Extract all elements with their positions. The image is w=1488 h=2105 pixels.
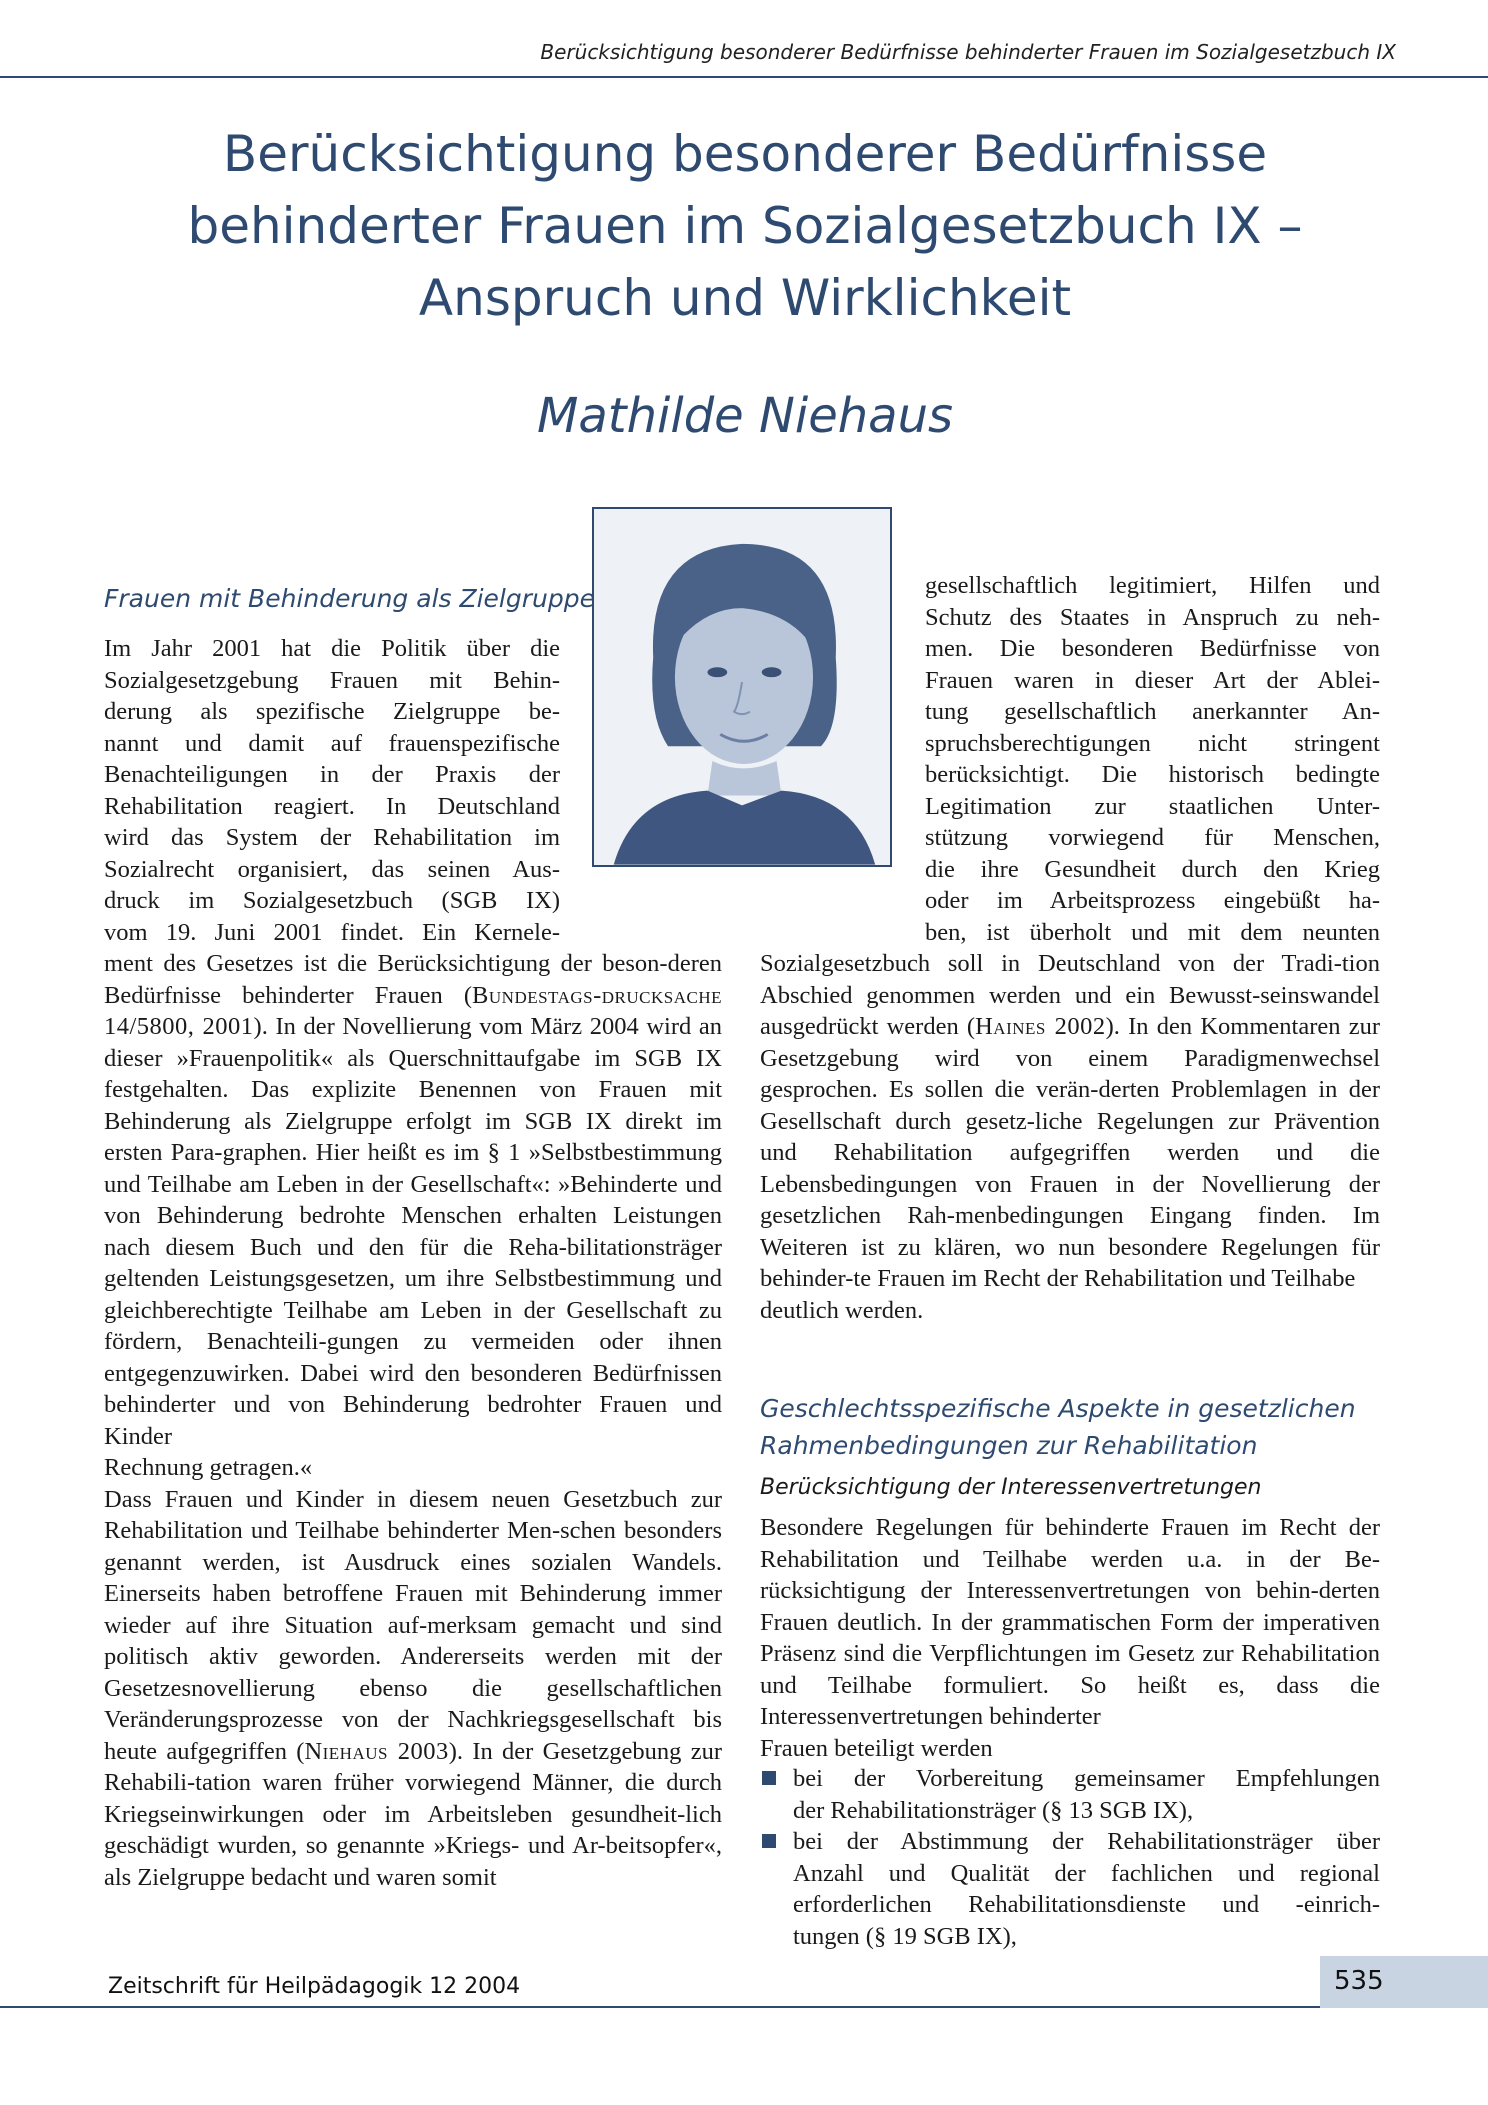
page-number: 535 bbox=[1334, 1966, 1384, 1996]
footer-rule bbox=[0, 2006, 1320, 2008]
running-head: Berücksichtigung besonderer Bedürfnisse behinderter Frauen im Sozialgesetzbuch IX bbox=[540, 40, 1396, 64]
left-wide-column bbox=[104, 948, 722, 1893]
text-line: Rehabilitation reagiert. In Deutschland bbox=[104, 792, 560, 820]
bullet-square bbox=[762, 1834, 776, 1848]
body-text: ). In der Novellierung vom März 2004 wird an dieser »Frauenpolitik« als Querschnittaufgabe im SGB IX festgehalten. Das explizite Benennen von Frauen mit Behinderung als Zielgruppe erfolgt im SGB IX direkt im ersten Para-graphen. Hier heißt es im § 1 »Selbstbestimmung und Teilhabe am Leben in der Gesellschaft«: »Behinderte und von Behinderung bedrohte Menschen erhalten Leistungen nach diesem Buch und den für die Reha-bilitationsträger geltenden Leistungsgesetzen, um ihre Selbstbestimmung und gleichberechtigte Teilhabe am Leben in der Gesellschaft zu fördern, Benachteili-gungen zu vermeiden oder ihnen entgegenzuwirken. Dabei wird den besonderen Bedürfnissen behinderter und von Behinderung bedrohter Frauen und Kinder bbox=[104, 1013, 722, 1450]
citation: Bundestags-drucksache 14/5800, 2001 bbox=[104, 981, 722, 1040]
body-text: Rechnung getragen.« bbox=[104, 1454, 313, 1481]
citation: Niehaus 2003 bbox=[304, 1737, 449, 1765]
text-line: wird das System der Rehabilitation im bbox=[104, 824, 560, 851]
right-narrow-column bbox=[925, 570, 1380, 948]
body-paragraph bbox=[760, 948, 1380, 1326]
text-line: Schutz des Staates in Anspruch zu neh- bbox=[925, 603, 1380, 631]
body-text: Dass Frauen und Kinder in diesem neuen Gesetzbuch zur Rehabilitation und Teilhabe behinderter Men-schen besonders genannt werden, ist Ausdruck eines sozialen Wandels. Einerseits haben betroffene Frauen mit Behinderung immer wieder auf ihre Situation auf-merksam gemacht und sind politisch aktiv geworden. Andererseits werden mit der Gesetzesnovellierung ebenso die gesellschaftlichen Veränderungsprozesse von der Nachkriegsgesellschaft bis heute aufgegriffen ( bbox=[104, 1485, 722, 1765]
portrait-image bbox=[594, 509, 890, 865]
text-line: Sozialgesetzgebung Frauen mit Behin- bbox=[104, 666, 560, 694]
article-title bbox=[100, 118, 1390, 334]
body-text: Besondere Regelungen für behinderte Frauen im Recht der Rehabilitation und Teilhabe werden u.a. in der Be-rücksichtigung der Interessenvertretungen von behin-derten Frauen deutlich. In der grammatischen Form der imperativen Präsenz sind die Verpflichtungen im Gesetz zur Rehabilitation und Teilhabe formuliert. So heißt es, dass die Interessenvertretungen behinderter bbox=[760, 1514, 1380, 1730]
text-line: tungen (§ 19 SGB IX), bbox=[793, 1922, 1017, 1950]
right-wide-column bbox=[760, 948, 1380, 1326]
bullet-item bbox=[793, 1826, 1380, 1952]
body-paragraph bbox=[104, 948, 722, 1484]
body-text: Sozialgesetzbuch soll in Deutschland von der Tradi-tion Abschied genommen werden und ein Bewusst-seinswandel ausgedrückt werden ( bbox=[760, 950, 1380, 1040]
body-paragraph bbox=[104, 1484, 722, 1894]
subsection-heading: Berücksichtigung der Interessenvertretungen bbox=[760, 1475, 1262, 1500]
text-line: bei der Vorbereitung gemeinsamer Empfehlungen bbox=[793, 1765, 1380, 1792]
text-line: spruchsberechtigungen nicht stringent bbox=[925, 729, 1380, 757]
text-line: stützung vorwiegend für Menschen, bbox=[925, 824, 1380, 851]
text-line: Legitimation zur staatlichen Unter- bbox=[925, 792, 1380, 820]
author-portrait bbox=[592, 507, 892, 867]
text-line: Frauen waren in dieser Art der Ablei- bbox=[925, 666, 1380, 694]
section-heading: Frauen mit Behinderung als Zielgruppe bbox=[104, 584, 595, 613]
text-line: derung als spezifische Zielgruppe be- bbox=[104, 698, 560, 725]
footer-journal: Zeitschrift für Heilpädagogik 12 2004 bbox=[108, 1974, 521, 1999]
body-text: ). In den Kommentaren zur Gesetzgebung wird von einem Paradigmenwechsel gesprochen. Es sollen die verän-derten Problemlagen in der Gesellschaft durch gesetz-liche Regelungen zur Prävention und Rehabilitation aufgegriffen werden und die Lebensbedingungen von Frauen in der Novellierung der gesetzlichen Rah-menbedingungen Eingang finden. Im Weiteren ist zu klären, wo nun besondere Regelungen für behinder-te Frauen im Recht der Rehabilitation und Teilhabe bbox=[760, 1013, 1380, 1292]
citation: Haines 2002 bbox=[975, 1013, 1106, 1040]
text-line: der Rehabilitationsträger (§ 13 SGB IX), bbox=[793, 1796, 1194, 1824]
heading-line: Rahmenbedingungen zur Rehabilitation bbox=[760, 1431, 1258, 1460]
text-line: tung gesellschaftlich anerkannter An- bbox=[925, 698, 1380, 725]
title-line: Berücksichtigung besonderer Bedürfnisse bbox=[222, 125, 1268, 183]
section2-body bbox=[760, 1512, 1380, 1764]
text-line: vom 19. Juni 2001 findet. Ein Kernele- bbox=[104, 918, 560, 946]
heading-line: Geschlechtsspezifische Aspekte in gesetzlichen bbox=[760, 1394, 1356, 1423]
text-line: druck im Sozialgesetzbuch (SGB IX) bbox=[104, 887, 560, 914]
text-line: Sozialrecht organisiert, das seinen Aus- bbox=[104, 855, 560, 883]
bullet-square bbox=[762, 1771, 776, 1785]
text-line: ben, ist überholt und mit dem neunten bbox=[925, 918, 1380, 946]
body-text: ment des Gesetzes ist die Berücksichtigung der beson-deren Bedürfnisse behinderter Frauen ( bbox=[104, 950, 722, 1009]
title-line: Anspruch und Wirklichkeit bbox=[418, 269, 1072, 327]
author-name: Mathilde Niehaus bbox=[536, 388, 954, 444]
text-line: oder im Arbeitsprozess eingebüßt ha- bbox=[925, 887, 1380, 914]
section-heading bbox=[760, 1390, 1356, 1464]
title-line: behinderter Frauen im Sozialgesetzbuch IX – bbox=[187, 197, 1303, 255]
body-text: ). In der Gesetzgebung zur Rehabili-tation waren früher vorwiegend Männer, die durch Kriegseinwirkungen oder im Arbeitsleben gesundheit-lich geschädigt wurden, so genannte »Kriegs- und Ar-beitsopfer«, als Zielgruppe bedacht und waren somit bbox=[104, 1737, 722, 1891]
text-line: erforderlichen Rehabilitationsdienste und -einrich- bbox=[793, 1891, 1380, 1918]
text-line: Anzahl und Qualität der fachlichen und regional bbox=[793, 1859, 1380, 1887]
text-line: Benachteiligungen in der Praxis der bbox=[104, 761, 560, 788]
body-text: deutlich werden. bbox=[760, 1296, 924, 1324]
body-paragraph bbox=[760, 1512, 1380, 1764]
text-line: die ihre Gesundheit durch den Krieg bbox=[925, 855, 1380, 883]
text-line: Im Jahr 2001 hat die Politik über die bbox=[104, 635, 560, 662]
header-rule bbox=[0, 76, 1488, 78]
text-line: men. Die besonderen Bedürfnisse von bbox=[925, 635, 1380, 662]
text-line: gesellschaftlich legitimiert, Hilfen und bbox=[925, 572, 1380, 599]
text-line: bei der Abstimmung der Rehabilitationsträger über bbox=[793, 1828, 1380, 1855]
text-line: nannt und damit auf frauenspezifische bbox=[104, 729, 560, 757]
text-line: berücksichtigt. Die historisch bedingte bbox=[925, 761, 1380, 788]
left-narrow-column bbox=[104, 633, 560, 948]
body-text: Frauen beteiligt werden bbox=[760, 1734, 993, 1762]
bullet-item bbox=[793, 1763, 1380, 1826]
